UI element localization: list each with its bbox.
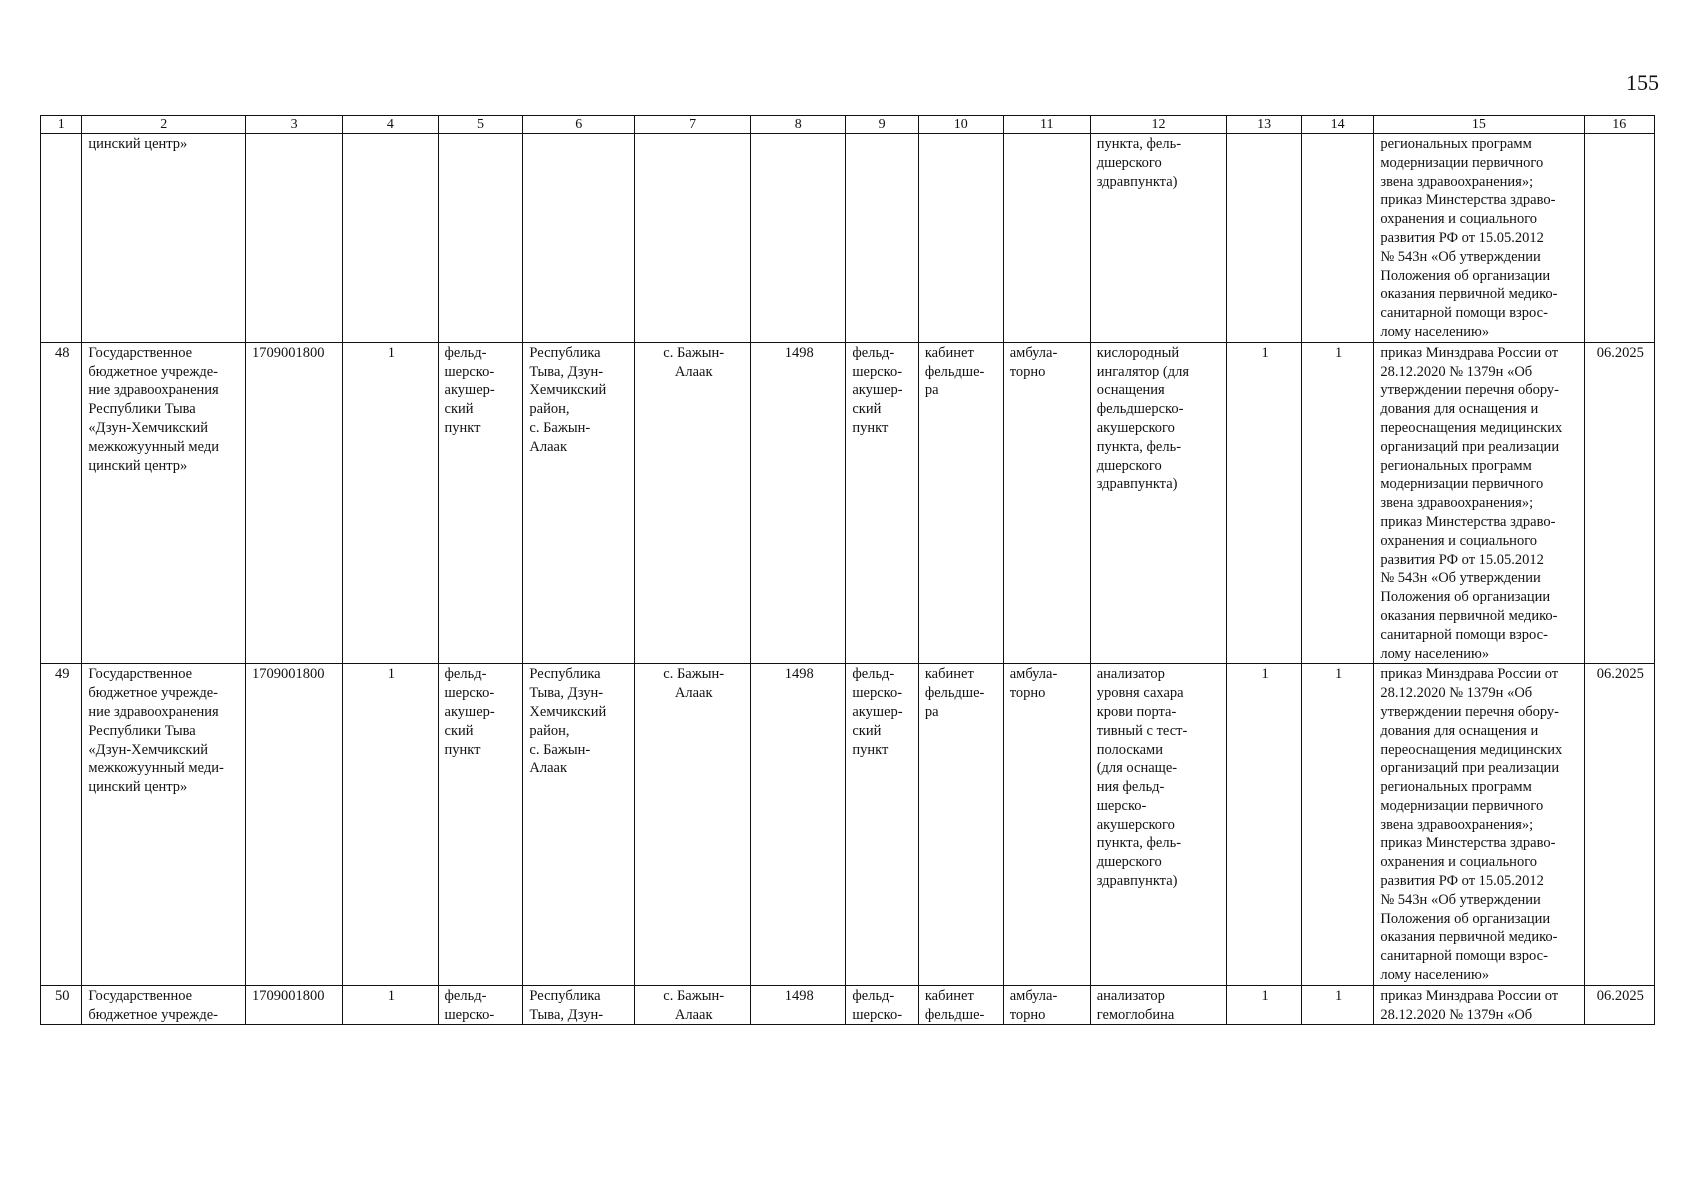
cell-qty-planned: 1 [1301, 985, 1373, 1025]
cell-settlement: с. Бажын- Алаак [635, 342, 751, 664]
col-header-15: 15 [1374, 116, 1584, 134]
cell-equipment: кислородный ингалятор (для оснащения фельдшерско- акушерского пункта, фель- дшерского здравпункта) [1090, 342, 1227, 664]
table-row [41, 664, 1655, 986]
cell-qty-required [1227, 134, 1302, 343]
cell-inn: 1709001800 [245, 664, 342, 986]
cell-number [41, 134, 82, 343]
col-header-8: 8 [751, 116, 846, 134]
cell-legal-basis: приказ Минздрава России от 28.12.2020 № 1379н «Об утверждении перечня обору- дования для оснащения и переоснащения медицинских организаций при реализации региональных программ модернизации первичного звена здравоохранения»; приказ Минстерства здраво- охранения и социального развития РФ от 15.05.2012 № 543н «Об утверждении Положения об организации оказания первичной медико- санитарной помощи взрос- лому населению» [1374, 664, 1584, 986]
cell-qty-required: 1 [1227, 342, 1302, 664]
cell-qty-required: 1 [1227, 985, 1302, 1025]
cell-qty-planned [1301, 134, 1373, 343]
cell-settlement [635, 134, 751, 343]
cell-inn: 1709001800 [245, 985, 342, 1025]
cell-date: 06.2025 [1584, 985, 1655, 1025]
cell-date: 06.2025 [1584, 664, 1655, 986]
cell-address: Республика Тыва, Дзун- Хемчикский район, с. Бажын- Алаак [523, 664, 635, 986]
cell-count: 1 [343, 985, 438, 1025]
cell-organization: Государственное бюджетное учрежде- ние здравоохранения Республики Тыва «Дзун-Хемчикский межкожуунный меди цинский центр» [82, 342, 246, 664]
cell-inn [245, 134, 342, 343]
table-row [41, 342, 1655, 664]
cell-date [1584, 134, 1655, 343]
cell-care-condition: амбула- торно [1003, 342, 1090, 664]
col-header-1: 1 [41, 116, 82, 134]
cell-legal-basis: региональных программ модернизации первичного звена здравоохранения»; приказ Минстерства здраво- охранения и социального развития РФ от 15.05.2012 № 543н «Об утверждении Положения об организации оказания первичной медико- санитарной помощи взрос- лому населению» [1374, 134, 1584, 343]
cell-qty-planned: 1 [1301, 664, 1373, 986]
cell-address: Республика Тыва, Дзун- [523, 985, 635, 1025]
cell-unit-type: фельд- шерско- [438, 985, 523, 1025]
cell-count: 1 [343, 342, 438, 664]
cell-subdivision: фельд- шерско- акушер- ский пункт [846, 664, 918, 986]
cell-number: 49 [41, 664, 82, 986]
cell-count: 1 [343, 664, 438, 986]
table-row [41, 985, 1655, 1025]
cell-organization: цинский центр» [82, 134, 246, 343]
page-number: 155 [1626, 70, 1659, 95]
cell-population: 1498 [751, 985, 846, 1025]
cell-legal-basis: приказ Минздрава России от 28.12.2020 № 1379н «Об утверждении перечня обору- дования для оснащения и переоснащения медицинских организаций при реализации региональных программ модернизации первичного звена здравоохранения»; приказ Минстерства здраво- охранения и социального развития РФ от 15.05.2012 № 543н «Об утверждении Положения об организации оказания первичной медико- санитарной помощи взрос- лому населению» [1374, 342, 1584, 664]
cell-organization: Государственное бюджетное учрежде- [82, 985, 246, 1025]
cell-cabinet: кабинет фельдше- ра [918, 342, 1003, 664]
cell-number: 50 [41, 985, 82, 1025]
col-header-9: 9 [846, 116, 918, 134]
continuation-row [41, 134, 1655, 343]
cell-count [343, 134, 438, 343]
col-header-13: 13 [1227, 116, 1302, 134]
col-header-7: 7 [635, 116, 751, 134]
cell-cabinet: кабинет фельдше- [918, 985, 1003, 1025]
cell-date: 06.2025 [1584, 342, 1655, 664]
col-header-4: 4 [343, 116, 438, 134]
cell-care-condition: амбула- торно [1003, 985, 1090, 1025]
equipment-table [40, 115, 1655, 1025]
cell-equipment: анализатор гемоглобина [1090, 985, 1227, 1025]
cell-cabinet: кабинет фельдше- ра [918, 664, 1003, 986]
cell-cabinet [918, 134, 1003, 343]
cell-subdivision: фельд- шерско- акушер- ский пункт [846, 342, 918, 664]
cell-number: 48 [41, 342, 82, 664]
col-header-3: 3 [245, 116, 342, 134]
cell-equipment: пункта, фель- дшерского здравпункта) [1090, 134, 1227, 343]
col-header-16: 16 [1584, 116, 1655, 134]
cell-settlement: с. Бажын- Алаак [635, 664, 751, 986]
cell-population: 1498 [751, 342, 846, 664]
cell-care-condition [1003, 134, 1090, 343]
cell-equipment: анализатор уровня сахара крови порта- тивный с тест- полосками (для оснаще- ния фельд- шерско- акушерского пункта, фель- дшерского здравпункта) [1090, 664, 1227, 986]
cell-qty-required: 1 [1227, 664, 1302, 986]
cell-care-condition: амбула- торно [1003, 664, 1090, 986]
col-header-14: 14 [1301, 116, 1373, 134]
cell-qty-planned: 1 [1301, 342, 1373, 664]
col-header-12: 12 [1090, 116, 1227, 134]
cell-unit-type [438, 134, 523, 343]
col-header-10: 10 [918, 116, 1003, 134]
cell-unit-type: фельд- шерско- акушер- ский пункт [438, 342, 523, 664]
col-header-11: 11 [1003, 116, 1090, 134]
col-header-6: 6 [523, 116, 635, 134]
col-header-2: 2 [82, 116, 246, 134]
cell-population: 1498 [751, 664, 846, 986]
header-row [41, 116, 1655, 134]
cell-legal-basis: приказ Минздрава России от 28.12.2020 № 1379н «Об [1374, 985, 1584, 1025]
cell-population [751, 134, 846, 343]
col-header-5: 5 [438, 116, 523, 134]
cell-organization: Государственное бюджетное учрежде- ние здравоохранения Республики Тыва «Дзун-Хемчикский межкожуунный меди- цинский центр» [82, 664, 246, 986]
cell-subdivision: фельд- шерско- [846, 985, 918, 1025]
cell-settlement: с. Бажын- Алаак [635, 985, 751, 1025]
cell-address: Республика Тыва, Дзун- Хемчикский район, с. Бажын- Алаак [523, 342, 635, 664]
cell-subdivision [846, 134, 918, 343]
cell-unit-type: фельд- шерско- акушер- ский пункт [438, 664, 523, 986]
cell-address [523, 134, 635, 343]
cell-inn: 1709001800 [245, 342, 342, 664]
